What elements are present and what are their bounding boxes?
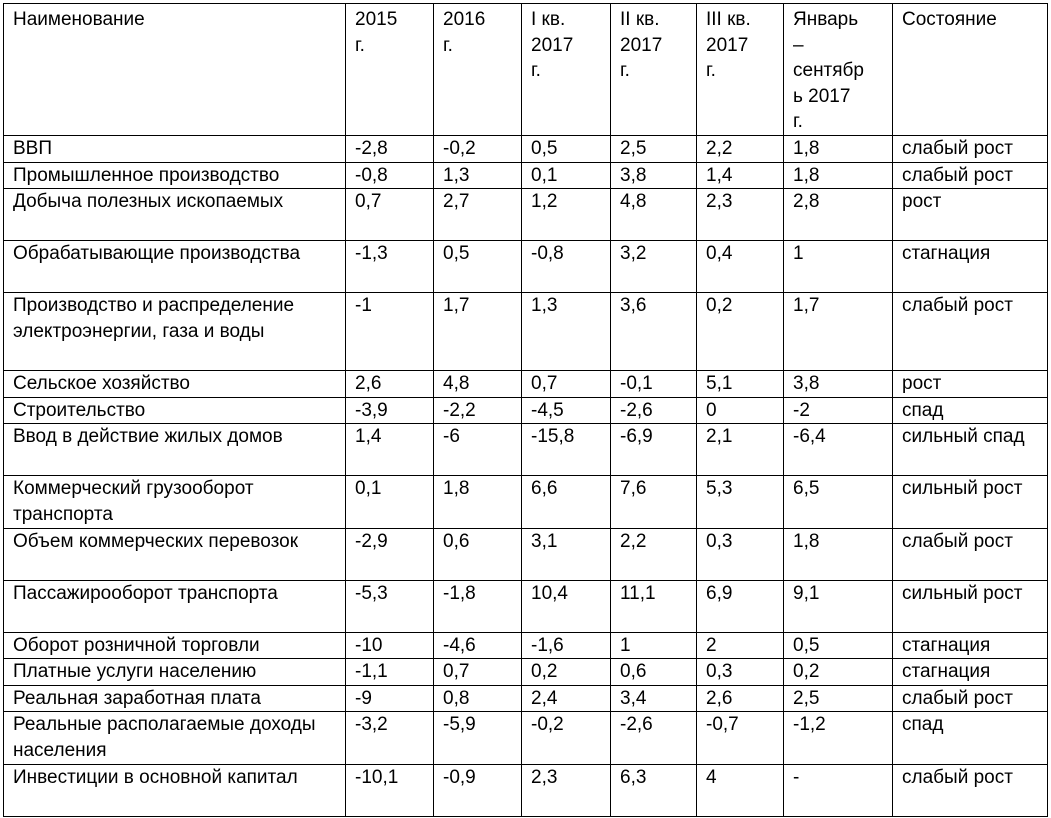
header-row: [4, 4, 1048, 136]
cell-2015: 2,6: [346, 371, 434, 398]
cell-2015: -3,2: [346, 712, 434, 764]
cell-q1-2017: 0,5: [522, 135, 611, 162]
cell-q1-2017: 0,7: [522, 371, 611, 398]
cell-q2-2017: 3,4: [611, 685, 697, 712]
cell-2015: 1,4: [346, 424, 434, 476]
header-q3-2017: III кв. 2017 г.: [697, 4, 784, 136]
cell-state: слабый рост: [893, 685, 1048, 712]
cell-q3-2017: 1,4: [697, 162, 784, 189]
cell-q2-2017: 3,2: [611, 241, 697, 293]
cell-2016: 0,7: [434, 659, 522, 686]
table-row: [4, 424, 1048, 476]
cell-state: рост: [893, 371, 1048, 398]
cell-jan-sep-2017: 1,8: [784, 162, 893, 189]
cell-q2-2017: 1: [611, 632, 697, 659]
cell-name: Коммерческий грузооборот транспорта: [4, 476, 346, 528]
table-row: [4, 632, 1048, 659]
cell-2016: 1,8: [434, 476, 522, 528]
cell-name: Строительство: [4, 397, 346, 424]
cell-q2-2017: 2,2: [611, 528, 697, 580]
cell-2015: -1: [346, 293, 434, 371]
header-state: Состояние: [893, 4, 1048, 136]
table-body: [4, 135, 1048, 816]
cell-2015: -10,1: [346, 764, 434, 816]
table-row: [4, 371, 1048, 398]
table-row: [4, 659, 1048, 686]
cell-q3-2017: 0,4: [697, 241, 784, 293]
cell-2015: -1,1: [346, 659, 434, 686]
cell-2016: -0,9: [434, 764, 522, 816]
table-header: [4, 4, 1048, 136]
cell-2016: -4,6: [434, 632, 522, 659]
cell-q2-2017: 7,6: [611, 476, 697, 528]
cell-jan-sep-2017: -2: [784, 397, 893, 424]
table-row: [4, 189, 1048, 241]
header-q1-2017: I кв. 2017 г.: [522, 4, 611, 136]
cell-state: рост: [893, 189, 1048, 241]
cell-q3-2017: 2,3: [697, 189, 784, 241]
header-q2-2017: II кв. 2017 г.: [611, 4, 697, 136]
cell-2016: 0,5: [434, 241, 522, 293]
cell-state: стагнация: [893, 241, 1048, 293]
cell-2015: 0,7: [346, 189, 434, 241]
cell-jan-sep-2017: 2,8: [784, 189, 893, 241]
cell-q3-2017: 0,2: [697, 293, 784, 371]
cell-2016: -6: [434, 424, 522, 476]
cell-name: Обрабатывающие производства: [4, 241, 346, 293]
cell-q3-2017: 4: [697, 764, 784, 816]
cell-2016: -5,9: [434, 712, 522, 764]
cell-2015: -0,8: [346, 162, 434, 189]
cell-2016: 2,7: [434, 189, 522, 241]
cell-q3-2017: 0,3: [697, 528, 784, 580]
cell-name: ВВП: [4, 135, 346, 162]
cell-name: Реальные располагаемые доходы населения: [4, 712, 346, 764]
cell-q2-2017: 3,6: [611, 293, 697, 371]
cell-state: спад: [893, 712, 1048, 764]
cell-jan-sep-2017: -1,2: [784, 712, 893, 764]
cell-2015: -5,3: [346, 580, 434, 632]
cell-2016: -1,8: [434, 580, 522, 632]
cell-q1-2017: -0,2: [522, 712, 611, 764]
cell-q1-2017: 0,2: [522, 659, 611, 686]
header-2016: 2016 г.: [434, 4, 522, 136]
cell-2015: -2,9: [346, 528, 434, 580]
cell-q3-2017: 0: [697, 397, 784, 424]
table-row: [4, 476, 1048, 528]
cell-q2-2017: 6,3: [611, 764, 697, 816]
cell-jan-sep-2017: 0,2: [784, 659, 893, 686]
cell-2015: 0,1: [346, 476, 434, 528]
table-row: [4, 135, 1048, 162]
cell-q1-2017: -15,8: [522, 424, 611, 476]
table-row: [4, 293, 1048, 371]
cell-q3-2017: 5,3: [697, 476, 784, 528]
cell-name: Оборот розничной торговли: [4, 632, 346, 659]
cell-q2-2017: 0,6: [611, 659, 697, 686]
cell-q3-2017: -0,7: [697, 712, 784, 764]
cell-2016: 0,8: [434, 685, 522, 712]
cell-name: Промышленное производство: [4, 162, 346, 189]
cell-2015: -9: [346, 685, 434, 712]
cell-name: Платные услуги населению: [4, 659, 346, 686]
cell-q1-2017: -0,8: [522, 241, 611, 293]
cell-jan-sep-2017: 1,8: [784, 135, 893, 162]
cell-state: стагнация: [893, 659, 1048, 686]
cell-q2-2017: 4,8: [611, 189, 697, 241]
cell-name: Добыча полезных ископаемых: [4, 189, 346, 241]
cell-q2-2017: -2,6: [611, 712, 697, 764]
cell-q1-2017: -4,5: [522, 397, 611, 424]
cell-jan-sep-2017: 1: [784, 241, 893, 293]
cell-2015: -2,8: [346, 135, 434, 162]
cell-2016: 1,3: [434, 162, 522, 189]
cell-q3-2017: 2,1: [697, 424, 784, 476]
cell-q2-2017: -6,9: [611, 424, 697, 476]
cell-q3-2017: 2,2: [697, 135, 784, 162]
cell-state: слабый рост: [893, 764, 1048, 816]
cell-jan-sep-2017: 9,1: [784, 580, 893, 632]
cell-q2-2017: 2,5: [611, 135, 697, 162]
header-jan-sep-2017: Январь – сентябр ь 2017 г.: [784, 4, 893, 136]
cell-jan-sep-2017: -6,4: [784, 424, 893, 476]
cell-2016: -0,2: [434, 135, 522, 162]
cell-q2-2017: 11,1: [611, 580, 697, 632]
table-row: [4, 685, 1048, 712]
cell-q2-2017: 3,8: [611, 162, 697, 189]
cell-name: Объем коммерческих перевозок: [4, 528, 346, 580]
header-2015: 2015 г.: [346, 4, 434, 136]
cell-state: спад: [893, 397, 1048, 424]
table-row: [4, 764, 1048, 816]
cell-jan-sep-2017: 0,5: [784, 632, 893, 659]
table-row: [4, 528, 1048, 580]
cell-2015: -3,9: [346, 397, 434, 424]
cell-q1-2017: 10,4: [522, 580, 611, 632]
cell-q1-2017: 2,3: [522, 764, 611, 816]
cell-state: сильный спад: [893, 424, 1048, 476]
table-row: [4, 241, 1048, 293]
cell-q3-2017: 2,6: [697, 685, 784, 712]
cell-q3-2017: 0,3: [697, 659, 784, 686]
cell-q1-2017: 0,1: [522, 162, 611, 189]
cell-name: Реальная заработная плата: [4, 685, 346, 712]
cell-2015: -10: [346, 632, 434, 659]
cell-q2-2017: -0,1: [611, 371, 697, 398]
cell-jan-sep-2017: 6,5: [784, 476, 893, 528]
cell-2016: -2,2: [434, 397, 522, 424]
cell-q1-2017: 2,4: [522, 685, 611, 712]
cell-jan-sep-2017: 2,5: [784, 685, 893, 712]
table-row: [4, 162, 1048, 189]
table-row: [4, 712, 1048, 764]
cell-q1-2017: 3,1: [522, 528, 611, 580]
cell-jan-sep-2017: 1,8: [784, 528, 893, 580]
cell-state: слабый рост: [893, 135, 1048, 162]
cell-state: сильный рост: [893, 476, 1048, 528]
header-name: Наименование: [4, 4, 346, 136]
cell-name: Инвестиции в основной капитал: [4, 764, 346, 816]
indicators-table: [3, 3, 1048, 817]
cell-q3-2017: 6,9: [697, 580, 784, 632]
cell-2015: -1,3: [346, 241, 434, 293]
cell-jan-sep-2017: 1,7: [784, 293, 893, 371]
cell-state: слабый рост: [893, 162, 1048, 189]
cell-name: Пассажирооборот транспорта: [4, 580, 346, 632]
cell-jan-sep-2017: 3,8: [784, 371, 893, 398]
cell-state: слабый рост: [893, 293, 1048, 371]
cell-jan-sep-2017: -: [784, 764, 893, 816]
cell-name: Производство и распределение электроэнергии, газа и воды: [4, 293, 346, 371]
cell-state: слабый рост: [893, 528, 1048, 580]
cell-2016: 4,8: [434, 371, 522, 398]
cell-q1-2017: 1,2: [522, 189, 611, 241]
table-row: [4, 397, 1048, 424]
cell-name: Ввод в действие жилых домов: [4, 424, 346, 476]
cell-q3-2017: 5,1: [697, 371, 784, 398]
cell-q1-2017: 1,3: [522, 293, 611, 371]
cell-state: сильный рост: [893, 580, 1048, 632]
table-row: [4, 580, 1048, 632]
cell-2016: 1,7: [434, 293, 522, 371]
cell-name: Сельское хозяйство: [4, 371, 346, 398]
cell-q3-2017: 2: [697, 632, 784, 659]
cell-state: стагнация: [893, 632, 1048, 659]
cell-q1-2017: 6,6: [522, 476, 611, 528]
cell-2016: 0,6: [434, 528, 522, 580]
cell-q1-2017: -1,6: [522, 632, 611, 659]
cell-q2-2017: -2,6: [611, 397, 697, 424]
